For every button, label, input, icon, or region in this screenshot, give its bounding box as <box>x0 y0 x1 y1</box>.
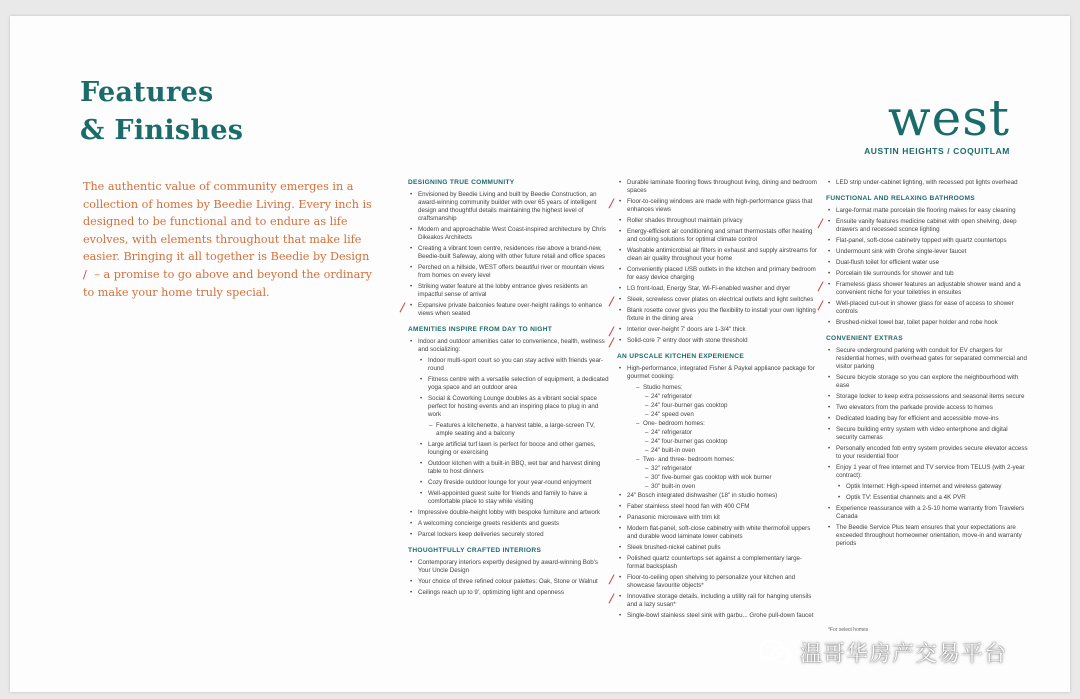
feature-item: • Durable laminate flooring flows throughout living, dining and bedroom spaces <box>617 179 817 195</box>
feature-item: • Dedicated loading bay for efficient and accessible move-ins <box>826 415 1030 423</box>
feature-item: • Your choice of three refined colour palettes: Oak, Stone or Walnut <box>408 578 610 586</box>
feature-item: • Striking water feature at the lobby entrance gives residents an impactful sense of arrival <box>408 283 610 299</box>
feature-item: • Parcel lockers keep deliveries securely stored <box>408 531 610 539</box>
features-column-3 <box>826 179 1030 551</box>
feature-sub-item: – Two- and three- bedroom homes: <box>617 456 817 464</box>
feature-item: • Personally encoded fob entry system provides secure elevator access to your residential floor <box>826 445 1030 461</box>
section-heading: CONVENIENT EXTRAS <box>826 335 903 342</box>
feature-sub-item: – 32" refrigerator <box>617 465 817 473</box>
page-title <box>80 74 243 150</box>
feature-sub-item: – 24" built-in oven <box>617 447 817 455</box>
feature-item: • Flat-panel, soft-close cabinetry topped with quartz countertops <box>826 237 1030 245</box>
feature-item: • Innovative storage details, including a utility rail for hanging utensils and a lazy susan* <box>617 593 817 609</box>
footnote: *For select homes <box>828 627 869 633</box>
logo-wordmark: west <box>887 89 1010 147</box>
feature-sub-item: • Fitness centre with a versatile selection of equipment, a dedicated yoga space and an outdoor area <box>408 376 610 392</box>
feature-sub-item: • Large artificial turf lawn is perfect for bocce and other games, lounging or exercising <box>408 441 610 457</box>
feature-item: • High-performance, integrated Fisher & Paykel appliance package for gourmet cooking: <box>617 365 817 381</box>
intro-text-start: The authentic value of community emerges in a collection of homes by Beedie Living. Every inch is designed to be functional and to endure as life evolves, with elements throughout that make life easier. Bringing it all together is Beedie by Design <box>83 180 372 264</box>
watermark-text: 温哥华房产交易平台 <box>800 641 1008 667</box>
feature-item: • Floor-to-ceiling windows are made with high-performance glass that enhances views <box>617 198 817 214</box>
feature-item: • A welcoming concierge greets residents and guests <box>408 520 610 528</box>
feature-item: • Faber stainless steel hood fan with 400 CFM <box>617 503 817 511</box>
brand-logo <box>864 89 1010 156</box>
feature-item: • Ceilings reach up to 9', optimizing light and openness <box>408 589 610 597</box>
feature-item: • Perched on a hillside, WEST offers beautiful river or mountain views from homes on every level <box>408 264 610 280</box>
feature-item: • The Beedie Service Plus team ensures that your expectations are exceeded throughout homeowner orientation, move-in and warranty periods <box>826 524 1030 548</box>
feature-item: • Roller shades throughout maintain privacy <box>617 217 817 225</box>
feature-item: • Secure underground parking with conduit for EV chargers for residential homes, with overhead gates for separated commercial and visitor parking <box>826 347 1030 371</box>
feature-sub-item: • Cozy fireside outdoor lounge for your year-round enjoyment <box>408 479 610 487</box>
feature-item: • Solid-core 7' entry door with stone threshold <box>617 337 817 345</box>
logo-subtitle: AUSTIN HEIGHTS / COQUITLAM <box>864 146 1010 156</box>
feature-sub-item: • Outdoor kitchen with a built-in BBQ, wet bar and harvest dining table to host dinners <box>408 460 610 476</box>
features-column-2 <box>617 179 817 623</box>
feature-item: • Creating a vibrant town centre, residences rise above a brand-new, Beedie-built Safeway, along with other future retail and office spaces <box>408 245 610 261</box>
feature-item: • Storage locker to keep extra possessions and seasonal items secure <box>826 393 1030 401</box>
section-heading: FUNCTIONAL AND RELAXING BATHROOMS <box>826 195 975 202</box>
feature-item: • Frameless glass shower features an adjustable shower wand and a convenient niche for your toiletries in ensuites <box>826 281 1030 297</box>
feature-item: • Floor-to-ceiling open shelving to personalize your kitchen and showcase favourite objects* <box>617 574 817 590</box>
chat-bubbles-icon <box>758 638 792 666</box>
feature-sub-item: – 24" refrigerator <box>617 393 817 401</box>
feature-item: • Single-bowl stainless steel sink with garbu... Grohe pull-down faucet <box>617 612 817 620</box>
feature-item: • Impressive double-height lobby with bespoke furniture and artwork <box>408 509 610 517</box>
section-heading: AMENITIES INSPIRE FROM DAY TO NIGHT <box>408 326 553 333</box>
section-heading: DESIGNING TRUE COMMUNITY <box>408 179 515 186</box>
feature-item: • 24" Bosch integrated dishwasher (18" in studio homes) <box>617 492 817 500</box>
feature-sub-item: – 24" refrigerator <box>617 429 817 437</box>
feature-item: • Enjoy 1 year of free internet and TV service from TELUS (with 2-year contract): <box>826 464 1030 480</box>
feature-sub-item: – 30" five-burner gas cooktop with wok burner <box>617 474 817 482</box>
feature-item: • Brushed-nickel towel bar, toilet paper holder and robe hook <box>826 319 1030 327</box>
feature-item: • Secure building entry system with video enterphone and digital security cameras <box>826 426 1030 442</box>
brochure-page <box>10 16 1070 692</box>
feature-sub-item: • Indoor multi-sport court so you can stay active with friends year-round <box>408 357 610 373</box>
feature-item: • Blank rosette cover gives you the flexibility to install your own lighting fixture in the dining area <box>617 307 817 323</box>
feature-item: • Ensuite vanity features medicine cabinet with open shelving, deep drawers and recessed sconce lighting <box>826 218 1030 234</box>
feature-sub-item: • Social & Coworking Lounge doubles as a vibrant social space perfect for hosting events and an inspiring place to plug in and work <box>408 395 610 419</box>
feature-item: • Washable antimicrobial air filters in exhaust and supply airstreams for clean air quality throughout your home <box>617 247 817 263</box>
features-column-1 <box>408 179 610 600</box>
feature-item: • Envisioned by Beedie Living and built by Beedie Construction, an award-winning community builder with over 65 years of intelligent design and thoughtful details maintaining the highest level of craftsmanship <box>408 191 610 223</box>
feature-item: • Sleek, screwless cover plates on electrical outlets and light switches <box>617 296 817 304</box>
feature-item: • Modern and approachable West Coast-inspired architecture by Chris Dikeakos Architects <box>408 226 610 242</box>
intro-text-end: – a promise to go above and beyond the ordinary to make your home truly special. <box>83 267 372 299</box>
feature-item: • LED strip under-cabinet lighting, with recessed pot lights overhead <box>826 179 1030 187</box>
section-heading: THOUGHTFULLY CRAFTED INTERIORS <box>408 547 542 554</box>
intro-paragraph <box>83 178 381 301</box>
feature-item: • Contemporary interiors expertly designed by award-winning Bob's Your Uncle Design <box>408 559 610 575</box>
feature-sub-item: – 30" built-in oven <box>617 483 817 491</box>
feature-item: • Polished quartz countertops set against a complementary large-format backsplash <box>617 555 817 571</box>
feature-sub-item: • Optik TV: Essential channels and a 4K PVR <box>826 494 1030 502</box>
feature-item: • Sleek brushed-nickel cabinet pulls <box>617 544 817 552</box>
feature-sub-item: • Optik Internet: High-speed internet and wireless gateway <box>826 483 1030 491</box>
feature-item: • Panasonic microwave with trim kit <box>617 514 817 522</box>
title-line-1: Features <box>80 77 214 108</box>
feature-sub-item: – 24" four-burner gas cooktop <box>617 402 817 410</box>
feature-sub-item: – Studio homes: <box>617 384 817 392</box>
feature-item: • Experience reassurance with a 2-5-10 home warranty from Travelers Canada <box>826 505 1030 521</box>
feature-item: • Interior over-height 7' doors are 1-3/4" thick <box>617 326 817 334</box>
red-annotation-mark: / <box>83 267 87 281</box>
feature-sub-item: – One- bedroom homes: <box>617 420 817 428</box>
feature-item: • LG front-load, Energy Star, Wi-Fi-enabled washer and dryer <box>617 285 817 293</box>
feature-item: • Porcelain tile surrounds for shower and tub <box>826 270 1030 278</box>
feature-sub-item: – 24" four-burner gas cooktop <box>617 438 817 446</box>
feature-item: • Energy-efficient air conditioning and smart thermostats offer heating and cooling solutions for optimal climate control <box>617 228 817 244</box>
feature-item: • Dual-flush toilet for efficient water use <box>826 259 1030 267</box>
section-heading: AN UPSCALE KITCHEN EXPERIENCE <box>617 353 745 360</box>
feature-item: • Expansive private balconies feature over-height railings to enhance views when seated <box>408 302 610 318</box>
feature-item: • Conveniently placed USB outlets in the kitchen and primary bedroom for easy device charging <box>617 266 817 282</box>
watermark <box>758 634 1007 670</box>
title-line-2: & Finishes <box>80 115 244 146</box>
feature-item: • Two elevators from the parkade provide access to homes <box>826 404 1030 412</box>
feature-item: • Undermount sink with Grohe single-lever faucet <box>826 248 1030 256</box>
feature-sub-item: – 24" speed oven <box>617 411 817 419</box>
feature-item: • Indoor and outdoor amenities cater to convenience, health, wellness and socializing: <box>408 338 610 354</box>
feature-item: • Well-placed cut-out in shower glass for ease of access to shower controls <box>826 300 1030 316</box>
feature-item: • Large-format matte porcelain tile flooring makes for easy cleaning <box>826 207 1030 215</box>
feature-sub-item: • Well-appointed guest suite for friends and family to have a comfortable place to stay while visiting <box>408 490 610 506</box>
feature-item: • Secure bicycle storage so you can explore the neighbourhood with ease <box>826 374 1030 390</box>
feature-item: • Modern flat-panel, soft-close cabinetry with white thermofoil uppers and durable wood laminate lower cabinets <box>617 525 817 541</box>
feature-sub-item: – Features a kitchenette, a harvest table, a large-screen TV, ample seating and a balcony <box>408 422 610 438</box>
